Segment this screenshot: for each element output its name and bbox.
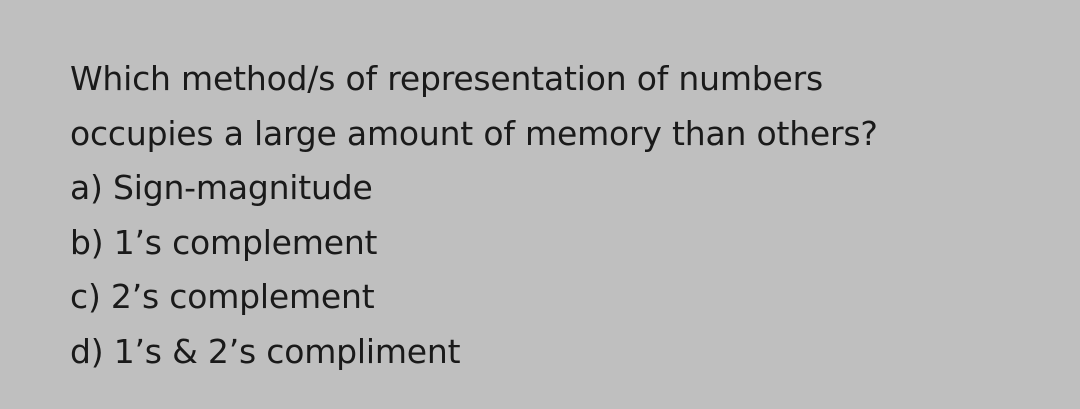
option-b: b) 1’s complement	[70, 222, 378, 262]
option-d: d) 1’s & 2’s compliment	[70, 331, 461, 371]
question-block	[70, 52, 1050, 379]
option-c: c) 2’s complement	[70, 277, 375, 316]
option-a: a) Sign-magnitude	[70, 168, 373, 207]
question-text-line-2: occupies a large amount of memory than others?	[70, 113, 878, 153]
question-text-line-1: Which method/s of representation of numbers	[70, 59, 823, 98]
